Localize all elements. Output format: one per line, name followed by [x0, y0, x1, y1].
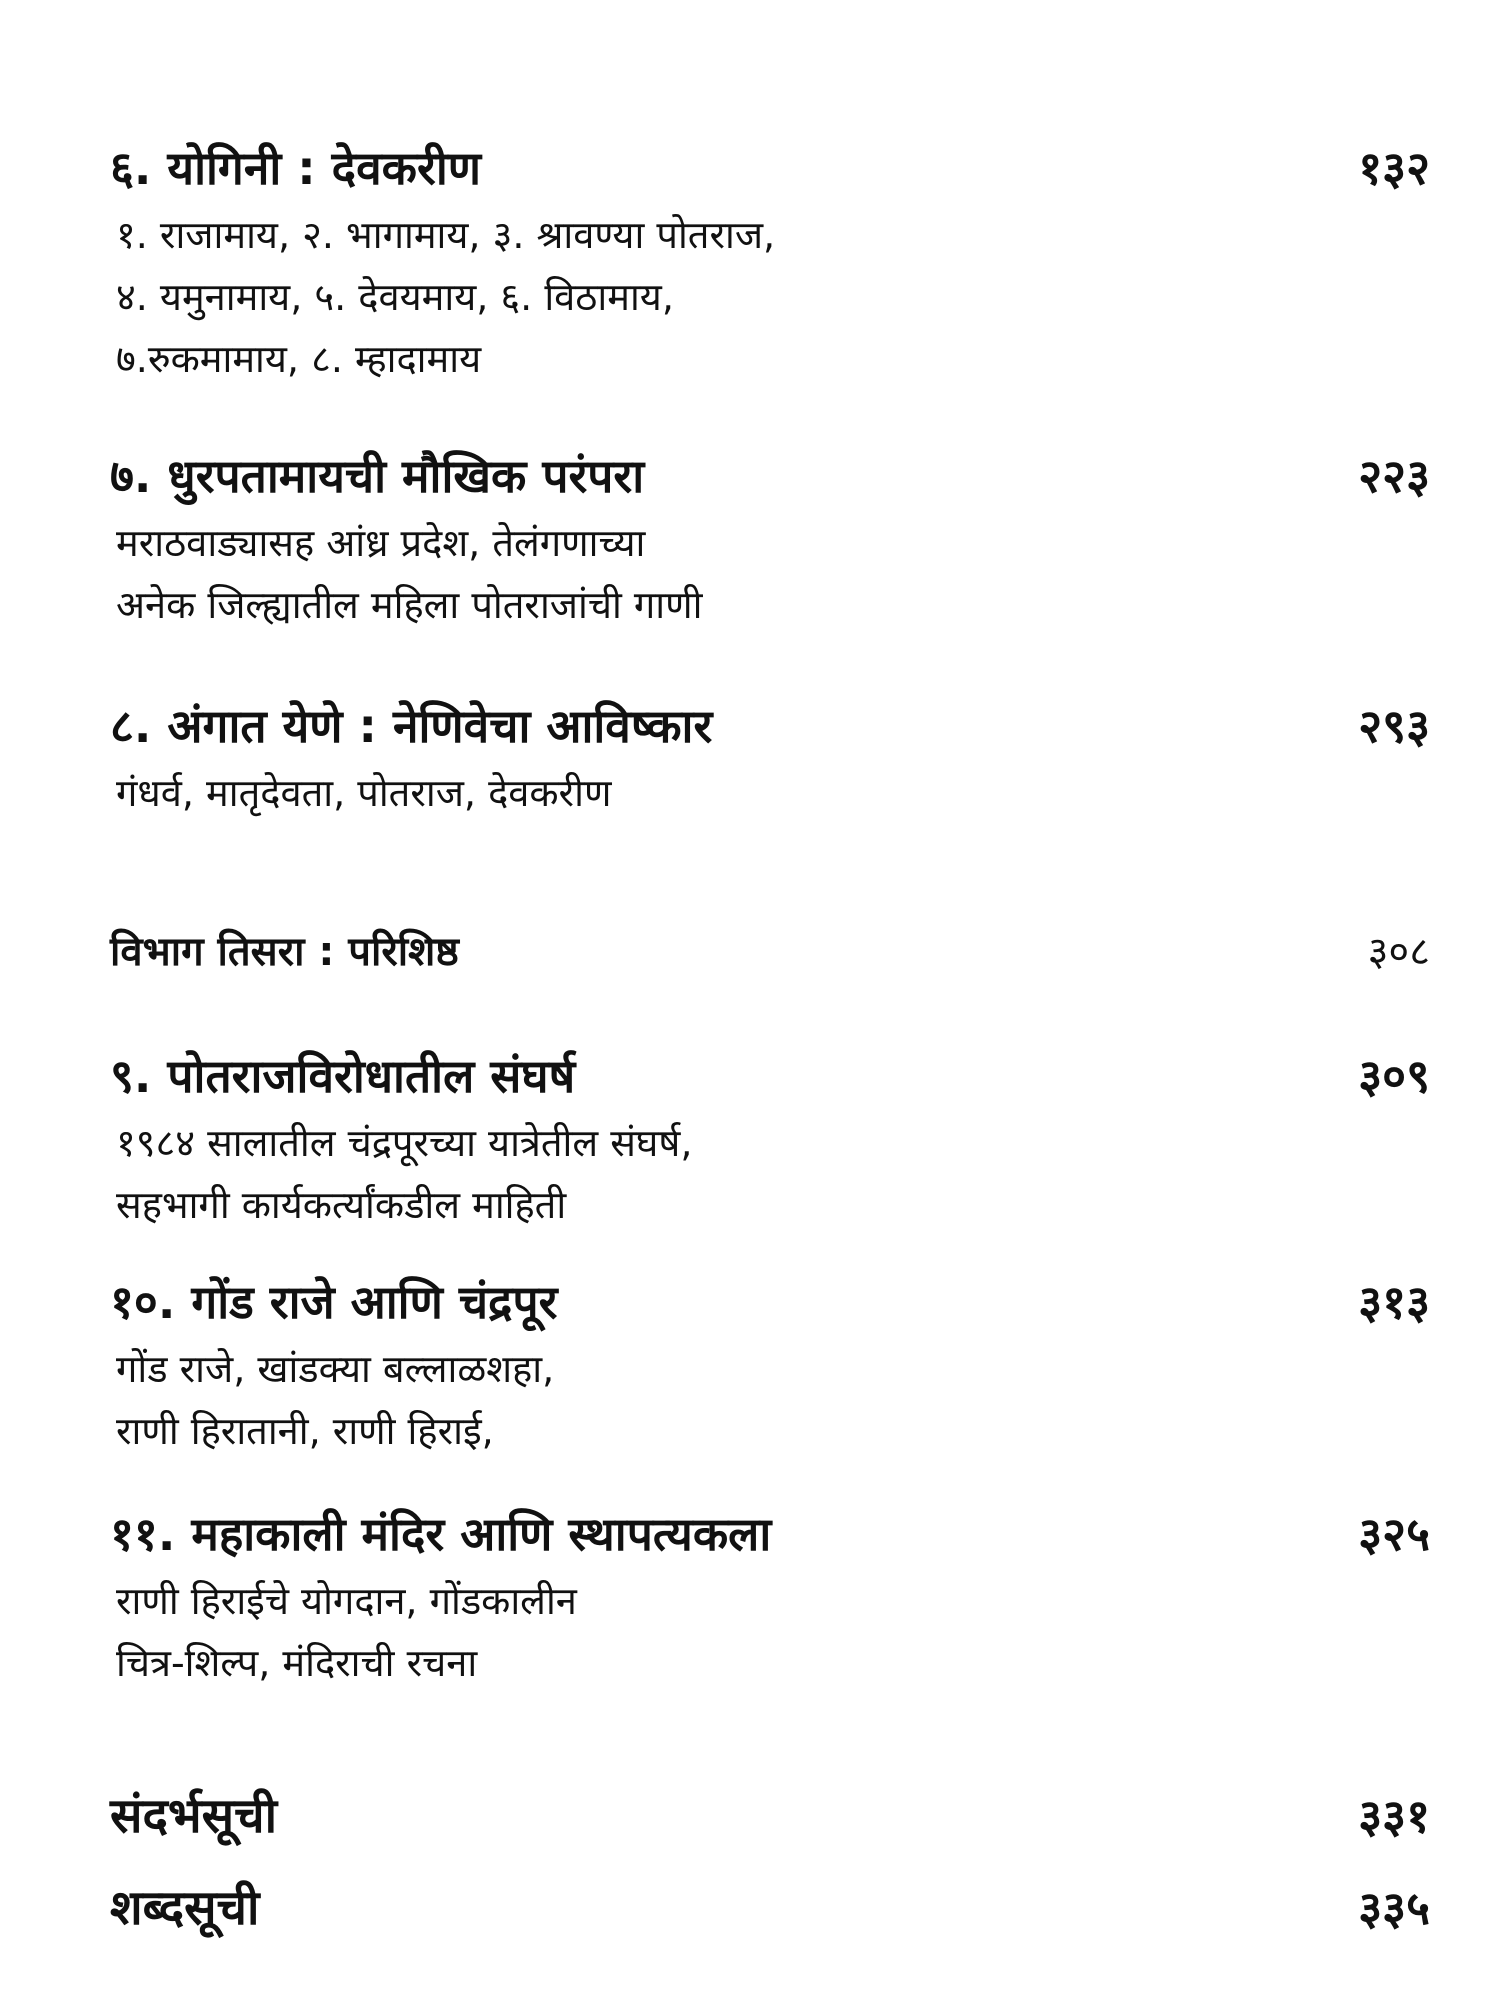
toc-entry-page-number: २९३ — [1358, 699, 1430, 753]
toc-entry-subline: अनेक जिल्ह्यातील महिला पोतराजांची गाणी — [116, 583, 703, 627]
toc-entry-7 — [110, 440, 1430, 636]
toc-entry-header — [110, 1040, 1430, 1112]
toc-entry-subline: ७.रुकमामाय, ८. म्हादामाय — [116, 337, 482, 381]
toc-entry-title: १०. गोंड राजे आणि चंद्रपूर — [110, 1275, 558, 1329]
toc-entry-subline: राणी हिराईचे योगदान, गोंडकालीन — [116, 1579, 577, 1623]
toc-entry-title: ११. महाकाली मंदिर आणि स्थापत्यकला — [110, 1507, 772, 1561]
toc-entry-header — [110, 132, 1430, 204]
toc-entry-10 — [110, 1266, 1430, 1462]
toc-entry-title: शब्दसूची — [110, 1880, 260, 1936]
toc-entry-glossary — [110, 1872, 1430, 1944]
toc-entry-page-number: २२३ — [1358, 449, 1430, 503]
toc-entry-title: संदर्भसूची — [110, 1788, 278, 1844]
toc-entry-references — [110, 1780, 1430, 1852]
toc-entry-subline: १. राजामाय, २. भागामाय, ३. श्रावण्या पोतराज, — [116, 213, 776, 257]
toc-entry-header — [110, 440, 1430, 512]
toc-entry-header — [110, 1266, 1430, 1338]
toc-entry-page-number: ३३१ — [1358, 1789, 1430, 1843]
toc-entry-title: ९. पोतराजविरोधातील संघर्ष — [110, 1049, 576, 1103]
toc-entry-9 — [110, 1040, 1430, 1236]
toc-entry-title: विभाग तिसरा : परिशिष्ठ — [110, 929, 459, 975]
toc-entry-subline: सहभागी कार्यकर्त्यांकडील माहिती — [116, 1183, 567, 1227]
toc-entry-header — [110, 1872, 1430, 1944]
toc-entry-page-number: ३०८ — [1367, 929, 1430, 975]
toc-entry-header — [110, 1498, 1430, 1570]
toc-entry-11 — [110, 1498, 1430, 1694]
toc-entry-header — [110, 690, 1430, 762]
toc-entry-subline: १९८४ सालातील चंद्रपूरच्या यात्रेतील संघर्ष, — [116, 1121, 693, 1165]
toc-entry-page-number: ३२५ — [1358, 1507, 1430, 1561]
toc-section-heading — [110, 916, 1430, 988]
toc-entry-page-number: ३३५ — [1358, 1881, 1430, 1935]
toc-entry-title: ७. धुरपतामायची मौखिक परंपरा — [110, 449, 645, 503]
toc-entry-title: ८. अंगात येणे : नेणिवेचा आविष्कार — [110, 699, 713, 753]
toc-entry-title: ६. योगिनी : देवकरीण — [110, 141, 482, 195]
toc-entry-subline: राणी हिरातानी, राणी हिराई, — [116, 1409, 494, 1453]
toc-entry-page-number: ३०९ — [1358, 1049, 1430, 1103]
toc-entry-header — [110, 916, 1430, 988]
toc-entry-6 — [110, 132, 1430, 390]
toc-entry-page-number: ३१३ — [1358, 1275, 1430, 1329]
toc-entry-subline: चित्र-शिल्प, मंदिराची रचना — [116, 1641, 478, 1685]
toc-entry-subline: ४. यमुनामाय, ५. देवयमाय, ६. विठामाय, — [116, 275, 674, 319]
toc-entry-subline: मराठवाड्यासह आंध्र प्रदेश, तेलंगणाच्या — [116, 521, 646, 565]
toc-entry-subline: गोंड राजे, खांडक्या बल्लाळशहा, — [116, 1347, 555, 1391]
toc-entry-page-number: १३२ — [1358, 141, 1430, 195]
toc-entry-header — [110, 1780, 1430, 1852]
toc-entry-subline: गंधर्व, मातृदेवता, पोतराज, देवकरीण — [116, 771, 612, 815]
toc-entry-8 — [110, 690, 1430, 824]
